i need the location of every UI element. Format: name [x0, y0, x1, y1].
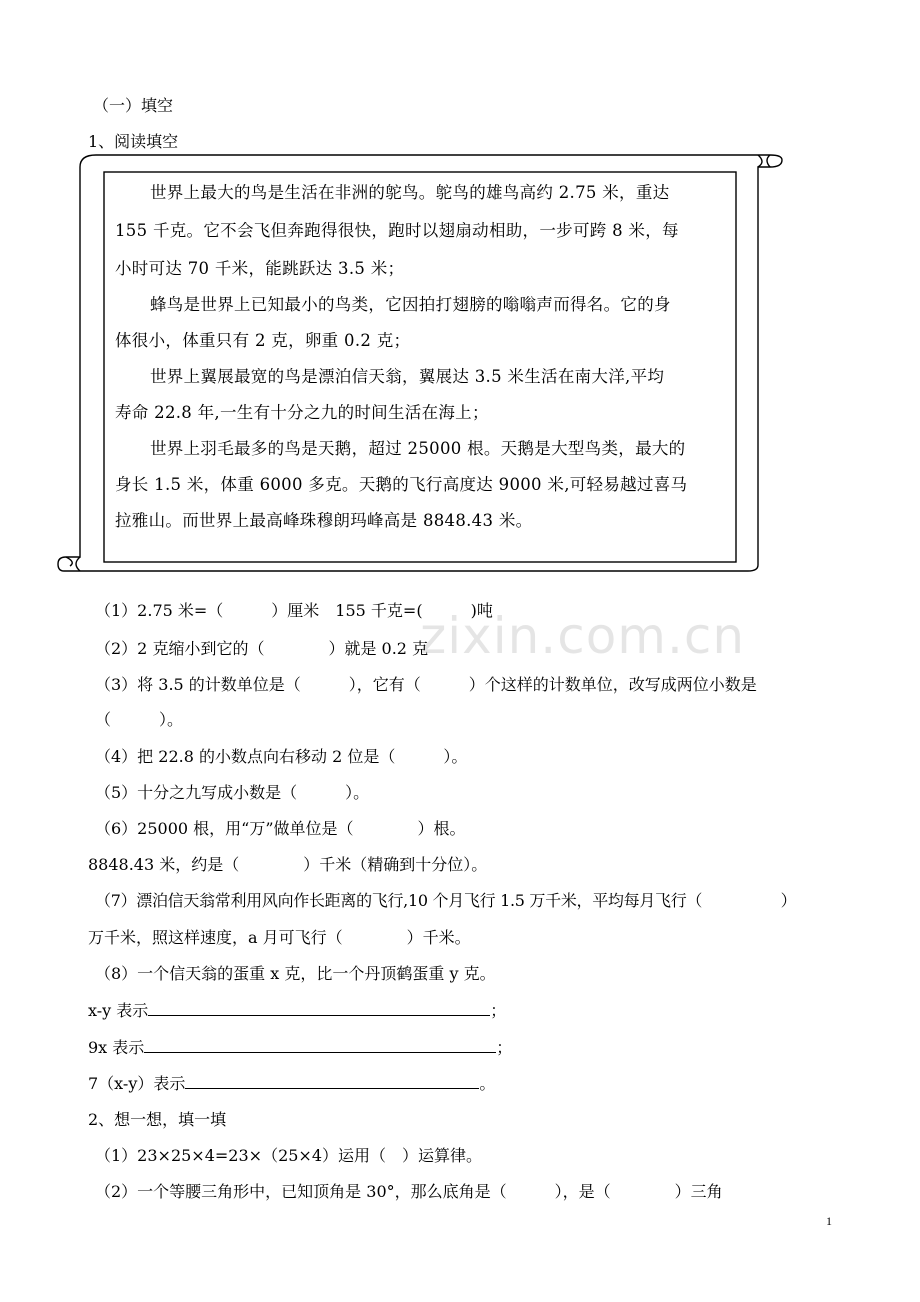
- expression-line: [88, 1074, 495, 1094]
- question-item: （1）23×25×4=23×（25×4）运用（ ）运算律。: [95, 1146, 483, 1165]
- passage-line: 拉雅山。而世界上最高峰珠穆朗玛峰高是 8848.43 米。: [115, 511, 533, 530]
- passage-line: 世界上翼展最宽的鸟是漂泊信天翁，翼展达 3.5 米生活在南大洋,平均: [150, 367, 665, 386]
- expression-label: 7（x-y）表示: [88, 1074, 186, 1093]
- question-item: （5）十分之九写成小数是（ ）。: [95, 783, 370, 802]
- passage-line: 蜂鸟是世界上已知最小的鸟类，它因拍打翅膀的嗡嗡声而得名。它的身: [150, 295, 671, 314]
- question-item: （8）一个信天翁的蛋重 x 克，比一个丹顶鹤蛋重 y 克。: [95, 964, 496, 983]
- page-number: 1: [826, 1214, 832, 1228]
- expression-end: 。: [479, 1074, 496, 1093]
- question-item: （ ）。: [95, 710, 184, 729]
- passage-line: 小时可达 70 千米，能跳跃达 3.5 米；: [115, 259, 405, 278]
- answer-blank[interactable]: [144, 1038, 496, 1053]
- passage-line: 寿命 22.8 年,一生有十分之九的时间生活在海上；: [115, 403, 489, 422]
- question-item: （7）漂泊信天翁常利用风向作长距离的飞行,10 个月飞行 1.5 万千米，平均每月飞行（ ）: [95, 891, 797, 910]
- answer-blank[interactable]: [185, 1074, 479, 1089]
- question-item: （2）一个等腰三角形中，已知顶角是 30°，那么底角是（ ），是（ ）三角: [95, 1182, 723, 1201]
- question-1-title: 1、阅读填空: [88, 132, 179, 151]
- watermark: zixin.com.cn: [420, 607, 746, 665]
- passage-line: 体很小，体重只有 2 克，卵重 0.2 克；: [115, 331, 411, 350]
- answer-blank[interactable]: [148, 1001, 490, 1016]
- passage-line: 身长 1.5 米，体重 6000 多克。天鹅的飞行高度达 9000 米,可轻易越过喜马: [115, 475, 688, 494]
- question-item: （3）将 3.5 的计数单位是（ ），它有（ ）个这样的计数单位，改写成两位小数是: [95, 675, 757, 694]
- question-item: （6）25000 根，用“万”做单位是（ ）根。: [95, 819, 466, 838]
- expression-end: ；: [490, 1001, 507, 1020]
- question-2-title: 2、想一想，填一填: [88, 1110, 227, 1129]
- question-item: 万千米，照这样速度，a 月可飞行（ ）千米。: [88, 928, 471, 947]
- expression-line: [88, 1038, 512, 1058]
- question-item: （1）2.75 米=（ ）厘米 155 千克=( )吨: [95, 601, 493, 620]
- expression-line: [88, 1001, 506, 1021]
- question-item: （2）2 克缩小到它的（ ）就是 0.2 克: [95, 639, 429, 658]
- passage-line: 155 千克。它不会飞但奔跑得很快，跑时以翅扇动相助，一步可跨 8 米，每: [115, 221, 679, 240]
- question-item: （4）把 22.8 的小数点向右移动 2 位是（ ）。: [95, 747, 468, 766]
- expression-label: 9x 表示: [88, 1038, 145, 1057]
- section-title: （一）填空: [93, 96, 174, 115]
- expression-label: x-y 表示: [88, 1001, 149, 1020]
- passage-line: 世界上最大的鸟是生活在非洲的鸵鸟。鸵鸟的雄鸟高约 2.75 米，重达: [150, 183, 670, 202]
- passage-line: 世界上羽毛最多的鸟是天鹅，超过 25000 根。天鹅是大型鸟类，最大的: [150, 439, 686, 458]
- expression-end: ；: [496, 1038, 513, 1057]
- question-item: 8848.43 米，约是（ ）千米（精确到十分位）。: [88, 855, 488, 874]
